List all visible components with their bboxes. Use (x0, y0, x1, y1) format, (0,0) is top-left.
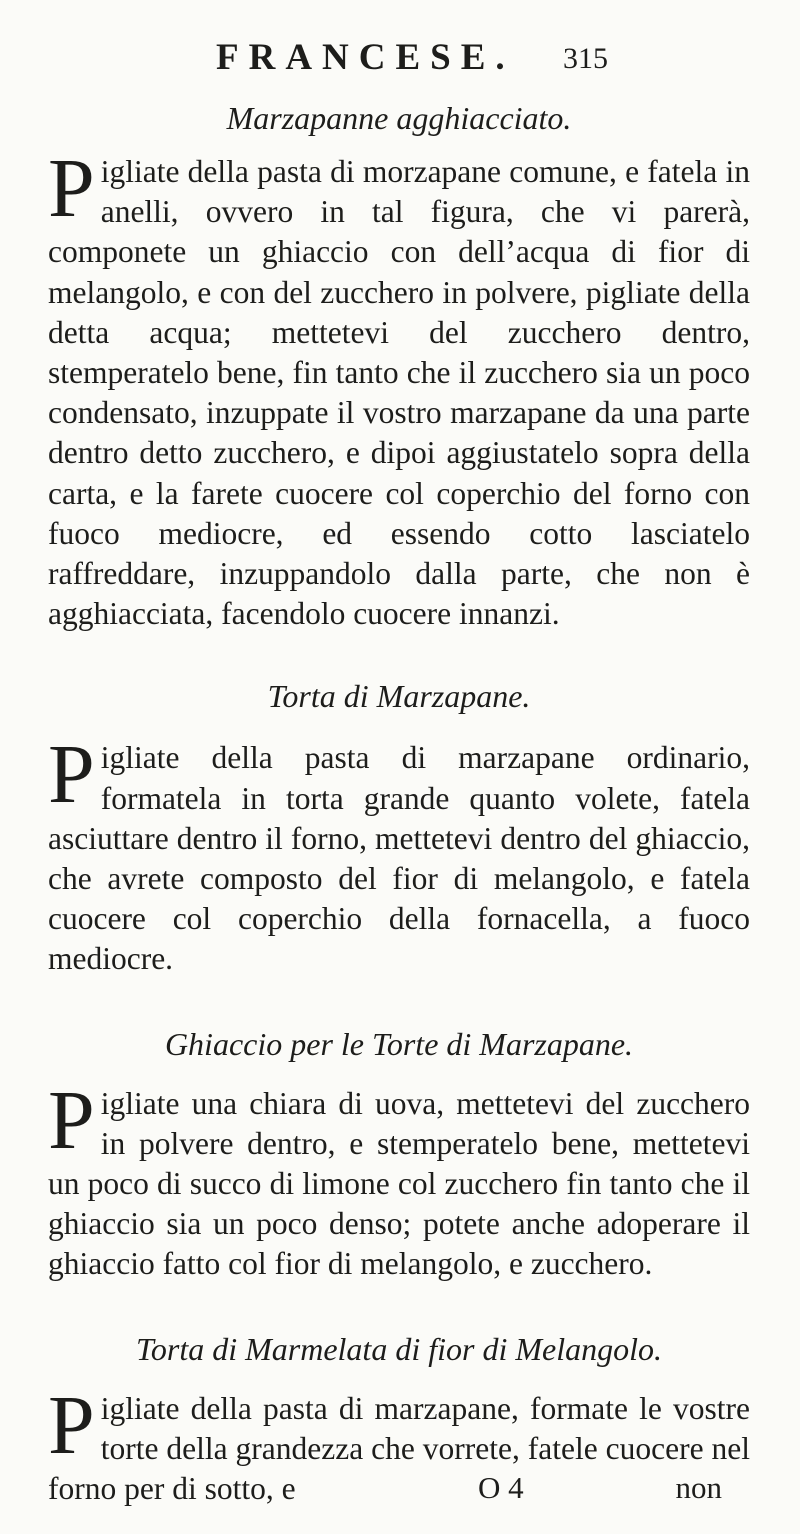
recipe-text: Pigliate una chiara di uova, mettetevi del zucchero in polvere dentro, e stemperatelo bene, mettetevi un poco di succo di limone col zucchero fin tanto che il ghiaccio sia un poco denso; potete anche adoperare il ghiaccio fatto col fior di melangolo, e zucchero. (48, 1073, 750, 1282)
recipe-torta-di-marmelata (48, 1329, 750, 1510)
recipe-title: Torta di Marzapane. (267, 678, 531, 715)
recipe-ghiaccio-per-torte (48, 1024, 750, 1285)
recipe-torta-di-marzapane (48, 676, 750, 979)
catchword: non (675, 1470, 722, 1505)
running-title: FRANCESE. (216, 37, 515, 78)
recipe-text: Pigliate della pasta di morzapane comune, e fatela in anelli, ovvero in tal figura, che vi parerà, componete un ghiaccio con dell’acqua di fior di melangolo, e con del zucchero in polvere, pigliate della detta acqua; mettetevi del zucchero dentro, stemperatelo bene, fin tanto che il zucchero sia un poco condensato, inzuppate il vostro marzapane da una parte dentro detto zucchero, e dipoi aggiustatelo sopra della carta, e la farete cuocere col coperchio del forno con fuoco mediocre, ed essendo cotto lasciatelo raffreddare, inzuppandolo dalla parte, che non è agghiacciata, facendolo cuocere innanzi. (48, 142, 750, 632)
signature-mark: O 4 (478, 1470, 524, 1505)
recipe-marzapanne-agghiacciato (48, 98, 750, 634)
recipe-text: Pigliate della pasta di marzapane ordinario, formatela in torta grande quanto volete, fatela asciuttare dentro il forno, mettetevi dentro del ghiaccio, che avrete composto del fior di melangolo, e fatela cuocere col coperchio della fornacella, a fuoco mediocre. (48, 728, 750, 977)
running-head (48, 30, 750, 78)
recipe-title: Torta di Marmelata di fior di Melangolo. (136, 1330, 662, 1367)
page-number: 315 (563, 42, 608, 75)
recipe-text: Pigliate della pasta di marzapane, formate le vostre torte della grandezza che vorrete, fatele cuocere nel forno per di sotto, e (48, 1378, 750, 1507)
recipe-title: Ghiaccio per le Torte di Marzapane. (164, 1025, 634, 1062)
recipe-title: Marzapanne agghiacciato. (226, 100, 572, 136)
